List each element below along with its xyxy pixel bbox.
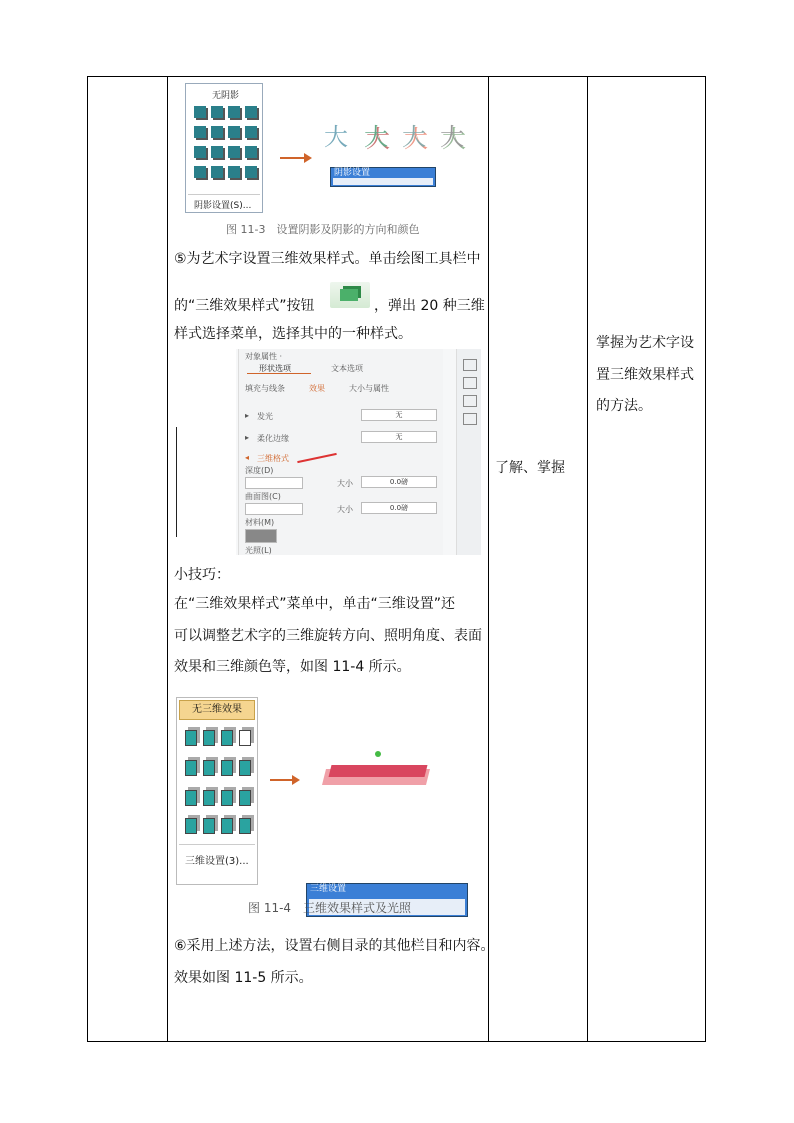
material-label: 材料(M): [245, 518, 275, 527]
expand-icon: ▸: [245, 411, 250, 420]
objective-cell: [588, 77, 706, 1041]
shadow-style-icon: [228, 166, 240, 178]
wordart-sample: 大: [440, 123, 464, 151]
3d-settings-label: 三维设置(3)...: [185, 856, 249, 867]
no-3d-label: 无三维效果: [179, 700, 255, 720]
objective-text: 置三维效果样式: [596, 367, 694, 383]
3d-style-icon: [185, 760, 197, 776]
expand-icon: ▸: [245, 433, 250, 442]
shadow-style-icon: [245, 166, 257, 178]
glow-label: 发光: [257, 412, 273, 421]
shadow-style-icon: [211, 106, 223, 118]
3d-style-icon: [185, 730, 197, 746]
contour-size-spinner[interactable]: 0.0磅: [361, 502, 437, 514]
tip-text: 效果和三维颜色等，如图 11-4 所示。: [174, 659, 411, 675]
3d-style-icon: [239, 818, 251, 834]
arrow-icon: [270, 779, 294, 781]
depth-select[interactable]: [245, 477, 303, 489]
3d-style-icon: [221, 730, 233, 746]
no-shadow-label: 无阴影: [212, 91, 240, 101]
shadow-settings-label: 阴影设置(S)...: [194, 201, 252, 211]
arrow-icon: [280, 157, 306, 159]
contour-label: 曲面图(C): [245, 492, 281, 501]
depth-size-spinner[interactable]: 0.0磅: [361, 476, 437, 488]
content-cell: [168, 77, 495, 1041]
3d-style-icon: [221, 760, 233, 776]
tip-text: 可以调整艺术字的三维旋转方向、照明角度、表面: [174, 628, 482, 644]
3d-style-icon: [239, 790, 251, 806]
shadow-menu-panel: [185, 83, 263, 213]
contour-select[interactable]: [245, 503, 303, 515]
3d-style-icon: [185, 818, 197, 834]
3d-style-icon: [203, 818, 215, 834]
3d-style-icon: [221, 790, 233, 806]
wordart-3d-sample: [318, 751, 438, 797]
3d-style-icon: [203, 790, 215, 806]
3d-style-icon: [239, 760, 251, 776]
wordart-sample: 大: [364, 123, 388, 151]
material-select[interactable]: [245, 529, 277, 543]
figure-11-4: [174, 691, 482, 917]
3d-style-icon: [239, 730, 251, 746]
collapse-icon: ◂: [245, 453, 250, 462]
3d-format-section[interactable]: 三维格式: [257, 454, 289, 463]
tip-text: 在“三维效果样式”菜单中，单击“三维设置”还: [174, 596, 456, 612]
step5-text: ，弹出 20 种三维: [374, 298, 485, 314]
arrow-icon: [297, 453, 337, 463]
shadow-style-icon: [245, 146, 257, 158]
shadow-style-icon: [228, 106, 240, 118]
3d-style-button-icon: [330, 282, 370, 308]
shadow-style-icon: [211, 126, 223, 138]
subtab-fill-line[interactable]: 填充与线条: [245, 384, 285, 393]
3d-style-menu-panel: [176, 697, 258, 885]
toolbar-title: 三维设置: [310, 884, 347, 894]
soft-edges-label: 柔化边缘: [257, 434, 289, 443]
subtab-size-properties[interactable]: 大小与属性: [349, 384, 389, 393]
step5-text: ⑤为艺术字设置三维效果样式。单击绘图工具栏中: [174, 251, 481, 267]
shadow-style-icon: [194, 146, 206, 158]
shadow-toolbar: [330, 167, 436, 187]
shadow-style-icon: [194, 106, 206, 118]
shadow-style-icon: [194, 126, 206, 138]
tip-title: 小技巧：: [174, 567, 230, 583]
glow-select[interactable]: 无: [361, 409, 437, 421]
side-toolbar: [456, 349, 481, 555]
subtab-effects[interactable]: 效果: [309, 384, 325, 393]
3d-style-icon: [203, 760, 215, 776]
step6-text: 效果如图 11-5 所示。: [174, 970, 313, 986]
object-properties-screenshot: [174, 349, 481, 555]
figure-caption: 图 11-3 设置阴影及阴影的方向和颜色: [226, 223, 420, 236]
shadow-style-icon: [194, 166, 206, 178]
step5-text: 样式选择菜单，选择其中的一种样式。: [174, 326, 412, 342]
shadow-style-icon: [245, 126, 257, 138]
toolbar-title: 阴影设置: [334, 168, 371, 178]
requirement-cell: [489, 77, 587, 1041]
soft-edges-select[interactable]: 无: [361, 431, 437, 443]
shadow-style-icon: [245, 106, 257, 118]
shadow-style-icon: [228, 146, 240, 158]
3d-style-icon: [203, 730, 215, 746]
wordart-sample: 大: [324, 123, 348, 151]
objective-text: 的方法。: [596, 398, 652, 414]
shadow-style-icon: [211, 166, 223, 178]
figure-caption: 图 11-4 三维效果样式及光照: [248, 901, 412, 915]
tab-text-options[interactable]: 文本选项: [331, 364, 363, 373]
shadow-style-icon: [211, 146, 223, 158]
shadow-style-icon: [228, 126, 240, 138]
step5-text: 的“三维效果样式”按钮: [174, 298, 315, 314]
panel-title: 对象属性 ·: [245, 352, 283, 361]
requirement-text: 了解、掌握: [495, 460, 565, 476]
tab-shape-options[interactable]: 形状选项: [259, 364, 291, 373]
wordart-sample: 大: [402, 123, 426, 151]
size-label: 大小: [337, 505, 353, 514]
size-label: 大小: [337, 479, 353, 488]
step6-text: ⑥采用上述方法，设置右侧目录的其他栏目和内容。: [174, 938, 495, 954]
3d-style-icon: [221, 818, 233, 834]
depth-label: 深度(D): [245, 466, 274, 475]
lighting-label: 光照(L): [245, 546, 272, 555]
objective-text: 掌握为艺术字设: [596, 335, 694, 351]
lesson-table: [87, 76, 706, 1042]
figure-11-3: [168, 77, 488, 236]
3d-style-icon: [185, 790, 197, 806]
